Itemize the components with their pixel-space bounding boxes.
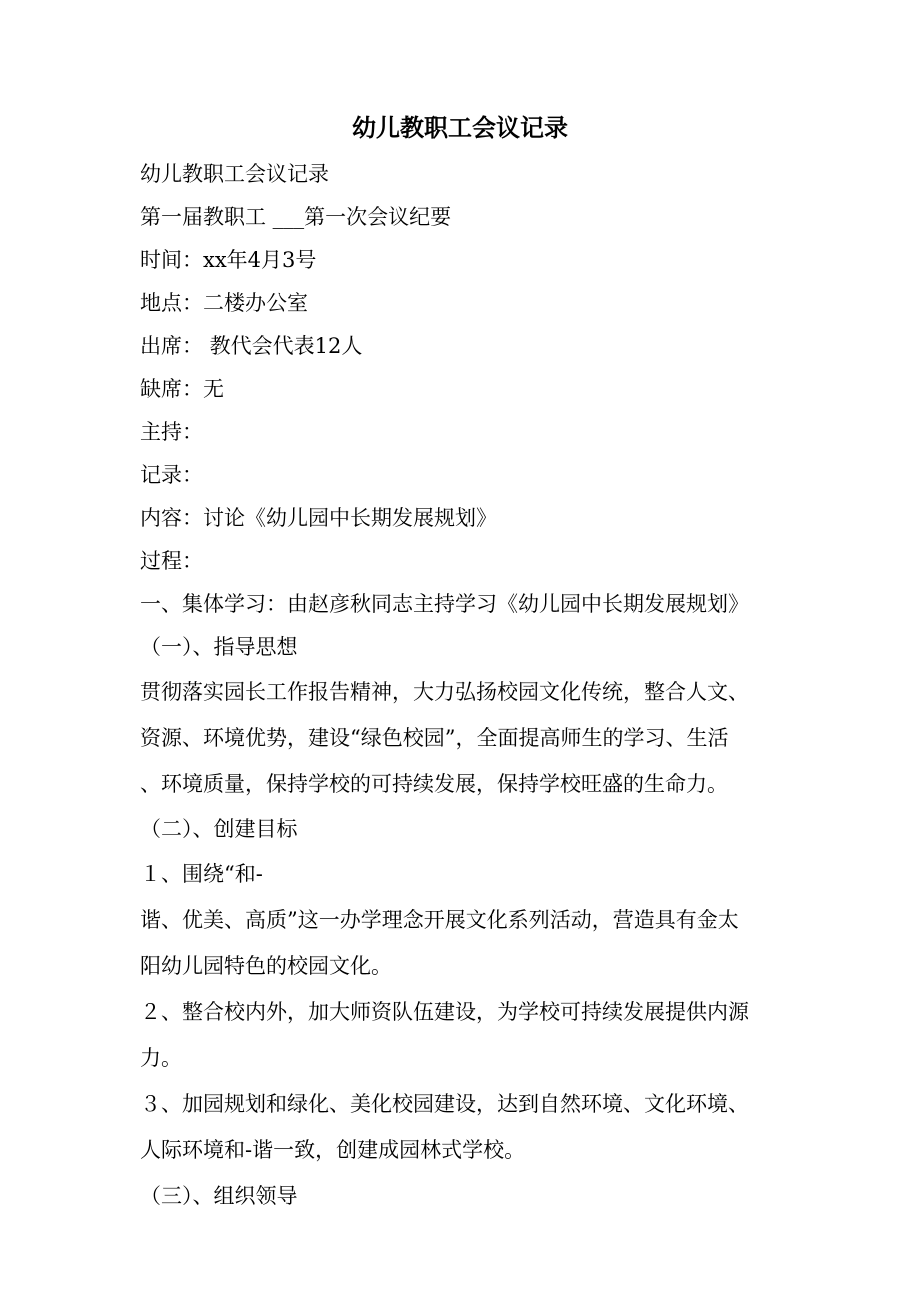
location-line: 地点：二楼办公室 <box>140 291 308 315</box>
guiding-paragraph-line: 、环境质量，保持学校的可持续发展，保持学校旺盛的生命力。 <box>140 772 728 796</box>
goal-3-line: ３、加园规划和绿化、美化校园建设，达到自然环境、文化环境、 <box>140 1092 749 1116</box>
goal-1-line: 谐、优美、高质”这一办学理念开展文化系列活动，营造具有金太 <box>140 908 739 932</box>
organization-heading: （三）、组织领导 <box>140 1184 298 1208</box>
time-line: 时间：xx年4月3号 <box>140 248 317 272</box>
meeting-summary-line: 第一届教职工 ___第一次会议纪要 <box>140 205 452 229</box>
goal-2-paragraph <box>140 989 780 1081</box>
goal-1-line: １、围绕“和- <box>140 862 263 886</box>
collective-study-line: 一、集体学习：由赵彦秋同志主持学习《幼儿园中长期发展规划》 <box>140 592 749 616</box>
host-line: 主持： <box>140 420 203 444</box>
document-body <box>140 153 780 1219</box>
content-line: 内容：讨论《幼儿园中长期发展规划》 <box>140 506 497 530</box>
goals-heading: （二）、创建目标 <box>140 817 298 841</box>
goal-2-line: 力。 <box>140 1046 182 1070</box>
goal-3-line: 人际环境和-谐一致，创建成园林式学校。 <box>140 1138 526 1162</box>
goal-3-paragraph <box>140 1081 780 1173</box>
guiding-paragraph-line: 资源、环境优势，建设“绿色校园”，全面提高师生的学习、生活 <box>140 726 729 750</box>
guiding-heading: （一）、指导思想 <box>140 635 298 659</box>
attendance-line: 出席： 教代会代表12人 <box>140 334 363 358</box>
absence-line: 缺席：无 <box>140 377 224 401</box>
subtitle-line: 幼儿教职工会议记录 <box>140 162 329 186</box>
goal-1-line: 阳幼儿园特色的校园文化。 <box>140 954 392 978</box>
process-line: 过程： <box>140 549 203 573</box>
goal-2-line: ２、整合校内外，加大师资队伍建设，为学校可持续发展提供内源 <box>140 1000 749 1024</box>
goal-1-paragraph <box>140 851 780 989</box>
document-title: 幼儿教职工会议记录 <box>352 113 568 142</box>
guiding-paragraph <box>140 669 780 807</box>
recorder-line: 记录： <box>140 463 203 487</box>
guiding-paragraph-line: 贯彻落实园长工作报告精神，大力弘扬校园文化传统，整合人文、 <box>140 680 749 704</box>
